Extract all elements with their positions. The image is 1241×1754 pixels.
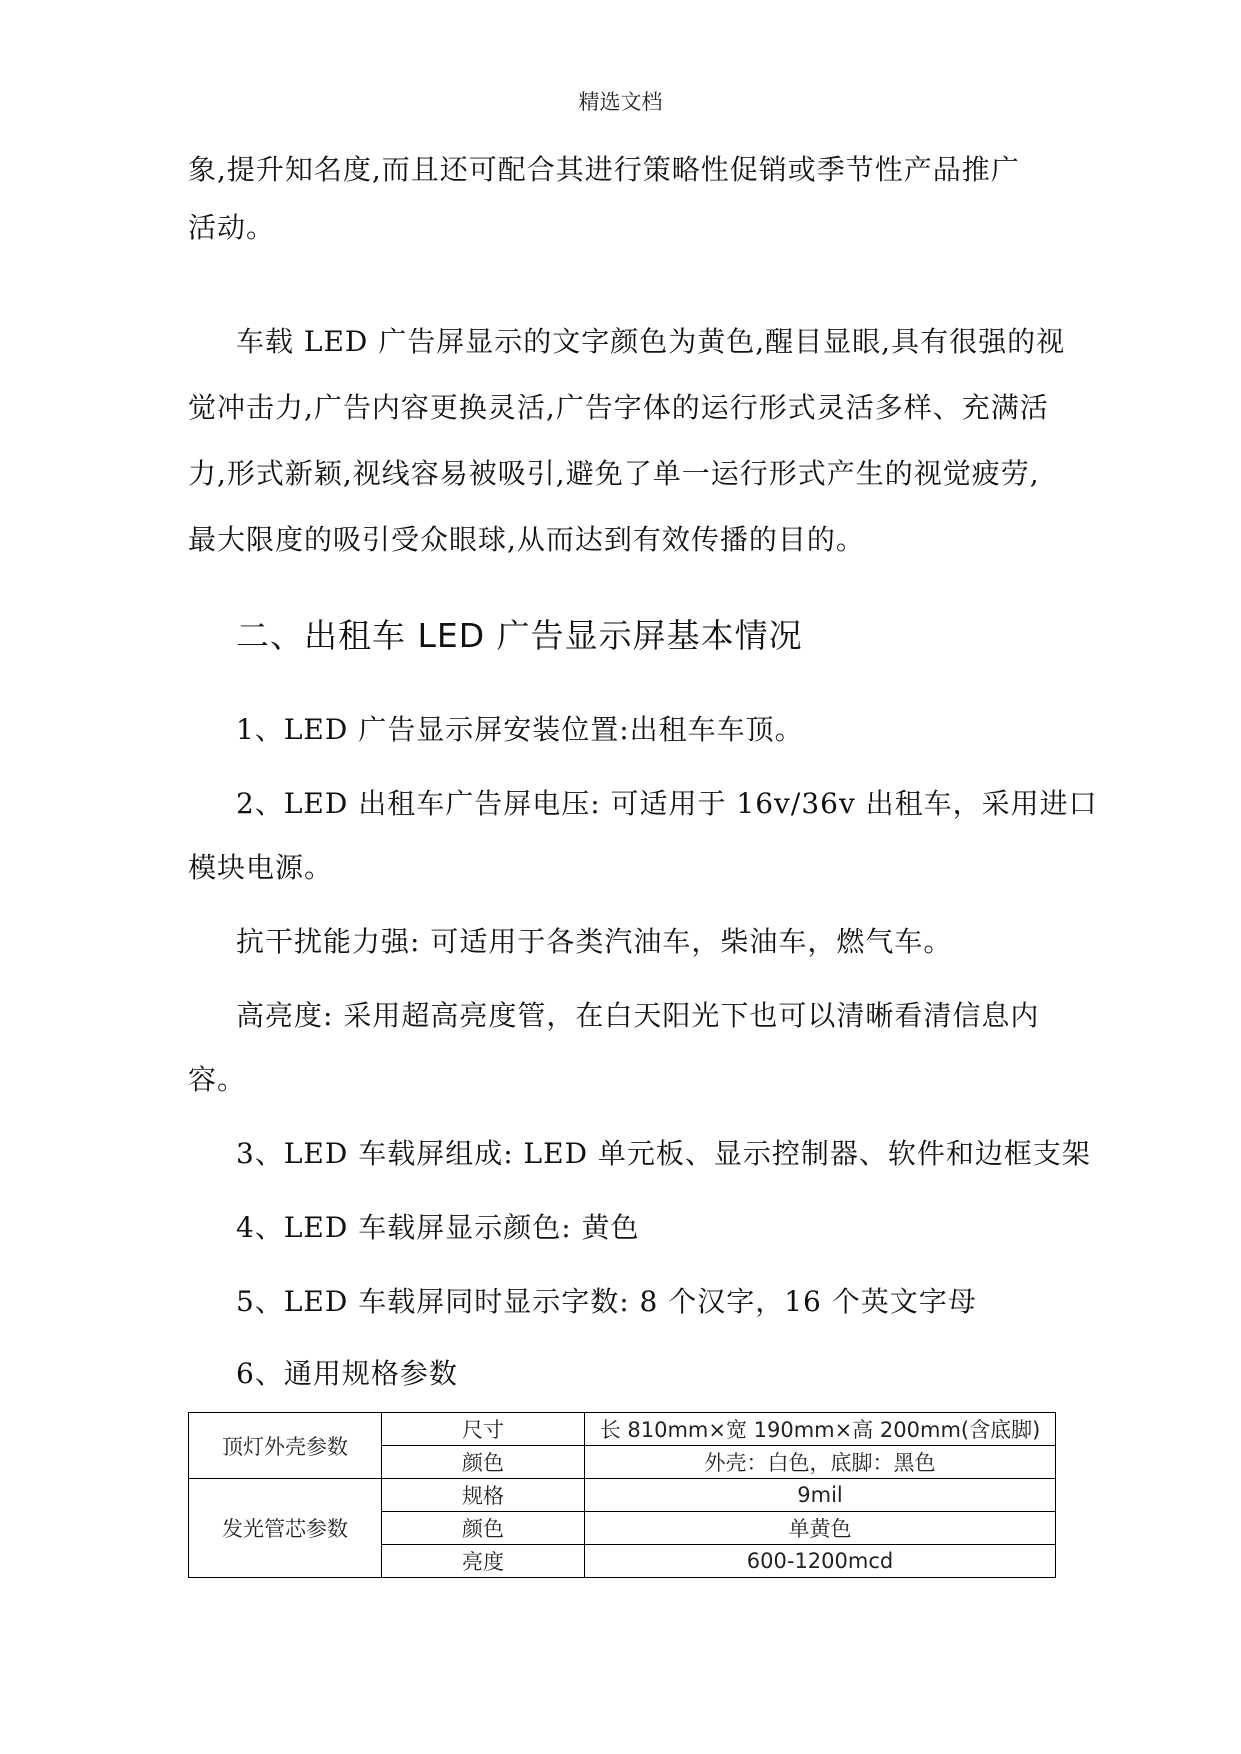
- value-cell: 9mil: [585, 1479, 1056, 1512]
- list-item: 抗干扰能力强: 可适用于各类汽油车，柴油车，燃气车。: [236, 925, 953, 958]
- table-row: [189, 1479, 1056, 1512]
- value-cell: 600-1200mcd: [585, 1545, 1056, 1578]
- label-cell: 颜色: [382, 1446, 585, 1479]
- value-cell: 单黄色: [585, 1512, 1056, 1545]
- page-header: 精选文档: [578, 90, 663, 114]
- section-title: 二、出租车 LED 广告显示屏基本情况: [236, 616, 803, 655]
- list-item: 模块电源。: [188, 851, 334, 884]
- paragraph-line: 觉冲击力,广告内容更换灵活,广告字体的运行形式灵活多样、充满活: [188, 391, 1049, 424]
- list-item: 2、LED 出租车广告屏电压: 可适用于 16v/36v 出租车，采用进口: [236, 787, 1098, 820]
- list-item: 3、LED 车载屏组成: LED 单元板、显示控制器、软件和边框支架: [236, 1137, 1091, 1170]
- paragraph-line: 力,形式新颖,视线容易被吸引,避免了单一运行形式产生的视觉疲劳,: [188, 457, 1040, 490]
- group-cell: 发光管芯参数: [189, 1479, 382, 1578]
- spec-table: [188, 1412, 1056, 1578]
- list-item: 5、LED 车载屏同时显示字数: 8 个汉字，16 个英文字母: [236, 1285, 977, 1318]
- value-cell: 外壳：白色，底脚：黑色: [585, 1446, 1056, 1479]
- paragraph-line: 车载 LED 广告屏显示的文字颜色为黄色,醒目显眼,具有很强的视: [236, 325, 1066, 358]
- value-cell: 长 810mm×宽 190mm×高 200mm(含底脚): [585, 1413, 1056, 1446]
- label-cell: 规格: [382, 1479, 585, 1512]
- label-cell: 亮度: [382, 1545, 585, 1578]
- label-cell: 颜色: [382, 1512, 585, 1545]
- paragraph-line: 活动。: [188, 211, 276, 244]
- table-row: [189, 1413, 1056, 1446]
- group-cell: 顶灯外壳参数: [189, 1413, 382, 1479]
- paragraph-line: 最大限度的吸引受众眼球,从而达到有效传播的目的。: [188, 523, 865, 556]
- list-item: 容。: [188, 1063, 247, 1096]
- list-item: 1、LED 广告显示屏安装位置:出租车车顶。: [236, 713, 804, 746]
- list-item: 高亮度: 采用超高亮度管，在白天阳光下也可以清晰看清信息内: [236, 999, 1040, 1032]
- label-cell: 尺寸: [382, 1413, 585, 1446]
- list-item: 6、通用规格参数: [236, 1357, 458, 1390]
- list-item: 4、LED 车载屏显示颜色: 黄色: [236, 1211, 640, 1244]
- paragraph-line: 象,提升知名度,而且还可配合其进行策略性促销或季节性产品推广: [188, 153, 1020, 186]
